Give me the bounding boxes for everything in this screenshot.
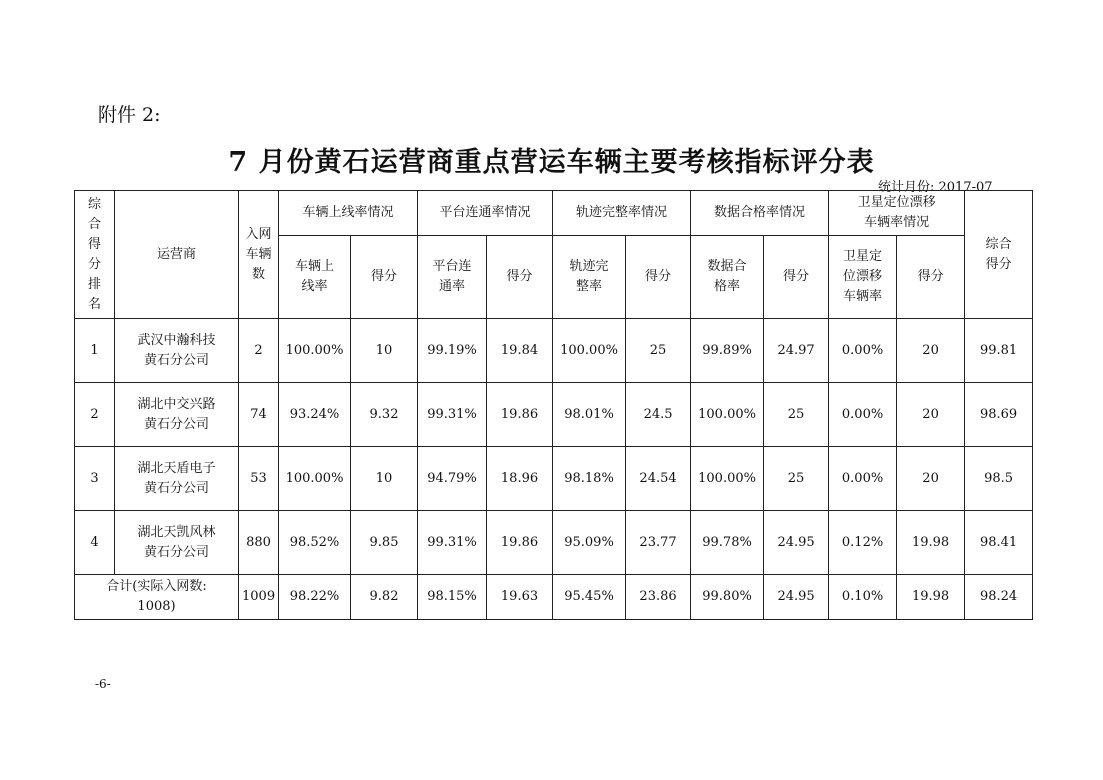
header-rank: 综 合 得 分 排 名 [75, 191, 115, 319]
total-data-score: 24.95 [764, 575, 829, 620]
header-platform-score: 得分 [487, 236, 553, 319]
cell-total: 98.5 [965, 447, 1033, 511]
total-track-rate: 95.45% [553, 575, 626, 620]
total-track-score: 23.86 [626, 575, 691, 620]
cell-platform-score: 18.96 [487, 447, 553, 511]
header-data-rate: 数据合 格率 [691, 236, 764, 319]
header-data-group: 数据合格率情况 [691, 191, 829, 236]
cell-platform-rate: 99.31% [418, 383, 487, 447]
table-row [75, 319, 1033, 383]
cell-data-score: 24.97 [764, 319, 829, 383]
cell-track-rate: 98.01% [553, 383, 626, 447]
document-title: 7 月份黄石运营商重点营运车辆主要考核指标评分表 [228, 147, 875, 178]
cell-rank: 1 [75, 319, 115, 383]
cell-rank: 2 [75, 383, 115, 447]
header-platform-group: 平台连通率情况 [418, 191, 553, 236]
cell-data-score: 25 [764, 383, 829, 447]
total-drift-rate: 0.10% [829, 575, 897, 620]
header-drift-rate: 卫星定 位漂移 车辆率 [829, 236, 897, 319]
cell-platform-score: 19.84 [487, 319, 553, 383]
total-platform-rate: 98.15% [418, 575, 487, 620]
header-track-group: 轨迹完整率情况 [553, 191, 691, 236]
cell-track-rate: 95.09% [553, 511, 626, 575]
cell-total: 99.81 [965, 319, 1033, 383]
cell-online-score: 9.32 [351, 383, 418, 447]
total-label: 合计(实际入网数: 1008) [75, 575, 239, 620]
table-row [75, 511, 1033, 575]
cell-platform-rate: 99.31% [418, 511, 487, 575]
cell-online-score: 10 [351, 319, 418, 383]
cell-data-rate: 99.89% [691, 319, 764, 383]
cell-drift-score: 20 [897, 319, 965, 383]
cell-online-score: 9.85 [351, 511, 418, 575]
header-platform-rate: 平台连 通率 [418, 236, 487, 319]
header-online-score: 得分 [351, 236, 418, 319]
cell-drift-rate: 0.00% [829, 447, 897, 511]
table-row [75, 447, 1033, 511]
cell-rank: 4 [75, 511, 115, 575]
total-platform-score: 19.63 [487, 575, 553, 620]
header-vehicles: 入网 车辆 数 [239, 191, 279, 319]
header-drift-group: 卫星定位漂移 车辆率情况 [829, 191, 965, 236]
cell-track-score: 24.54 [626, 447, 691, 511]
cell-operator: 武汉中瀚科技 黄石分公司 [115, 319, 239, 383]
cell-vehicles: 74 [239, 383, 279, 447]
cell-online-rate: 98.52% [279, 511, 351, 575]
cell-drift-score: 20 [897, 383, 965, 447]
cell-data-score: 25 [764, 447, 829, 511]
cell-drift-rate: 0.00% [829, 319, 897, 383]
cell-track-score: 24.5 [626, 383, 691, 447]
total-row [75, 575, 1033, 620]
cell-online-score: 10 [351, 447, 418, 511]
cell-operator: 湖北中交兴路 黄石分公司 [115, 383, 239, 447]
cell-data-rate: 100.00% [691, 447, 764, 511]
header-online-rate: 车辆上 线率 [279, 236, 351, 319]
cell-drift-score: 20 [897, 447, 965, 511]
cell-vehicles: 2 [239, 319, 279, 383]
total-data-rate: 99.80% [691, 575, 764, 620]
total-drift-score: 19.98 [897, 575, 965, 620]
cell-drift-rate: 0.00% [829, 383, 897, 447]
cell-online-rate: 93.24% [279, 383, 351, 447]
cell-vehicles: 880 [239, 511, 279, 575]
cell-platform-rate: 99.19% [418, 319, 487, 383]
page-number: -6- [95, 677, 111, 691]
header-operator: 运营商 [115, 191, 239, 319]
cell-vehicles: 53 [239, 447, 279, 511]
cell-online-rate: 100.00% [279, 319, 351, 383]
cell-platform-score: 19.86 [487, 383, 553, 447]
header-track-rate: 轨迹完 整率 [553, 236, 626, 319]
cell-data-score: 24.95 [764, 511, 829, 575]
header-total-score: 综合 得分 [965, 191, 1033, 319]
cell-track-rate: 100.00% [553, 319, 626, 383]
cell-data-rate: 99.78% [691, 511, 764, 575]
header-drift-score: 得分 [897, 236, 965, 319]
cell-online-rate: 100.00% [279, 447, 351, 511]
header-track-score: 得分 [626, 236, 691, 319]
cell-total: 98.41 [965, 511, 1033, 575]
score-table [74, 190, 1033, 620]
statistics-month: 统计月份: 2017-07 [878, 180, 993, 195]
cell-track-score: 25 [626, 319, 691, 383]
cell-operator: 湖北天凯风林 黄石分公司 [115, 511, 239, 575]
total-online-rate: 98.22% [279, 575, 351, 620]
cell-operator: 湖北天盾电子 黄石分公司 [115, 447, 239, 511]
attachment-label: 附件 2: [98, 104, 161, 126]
cell-track-score: 23.77 [626, 511, 691, 575]
total-online-score: 9.82 [351, 575, 418, 620]
cell-drift-rate: 0.12% [829, 511, 897, 575]
cell-track-rate: 98.18% [553, 447, 626, 511]
cell-total: 98.69 [965, 383, 1033, 447]
cell-drift-score: 19.98 [897, 511, 965, 575]
table-row [75, 383, 1033, 447]
header-data-score: 得分 [764, 236, 829, 319]
cell-data-rate: 100.00% [691, 383, 764, 447]
cell-platform-rate: 94.79% [418, 447, 487, 511]
cell-rank: 3 [75, 447, 115, 511]
total-overall: 98.24 [965, 575, 1033, 620]
total-vehicles: 1009 [239, 575, 279, 620]
header-online-group: 车辆上线率情况 [279, 191, 418, 236]
cell-platform-score: 19.86 [487, 511, 553, 575]
